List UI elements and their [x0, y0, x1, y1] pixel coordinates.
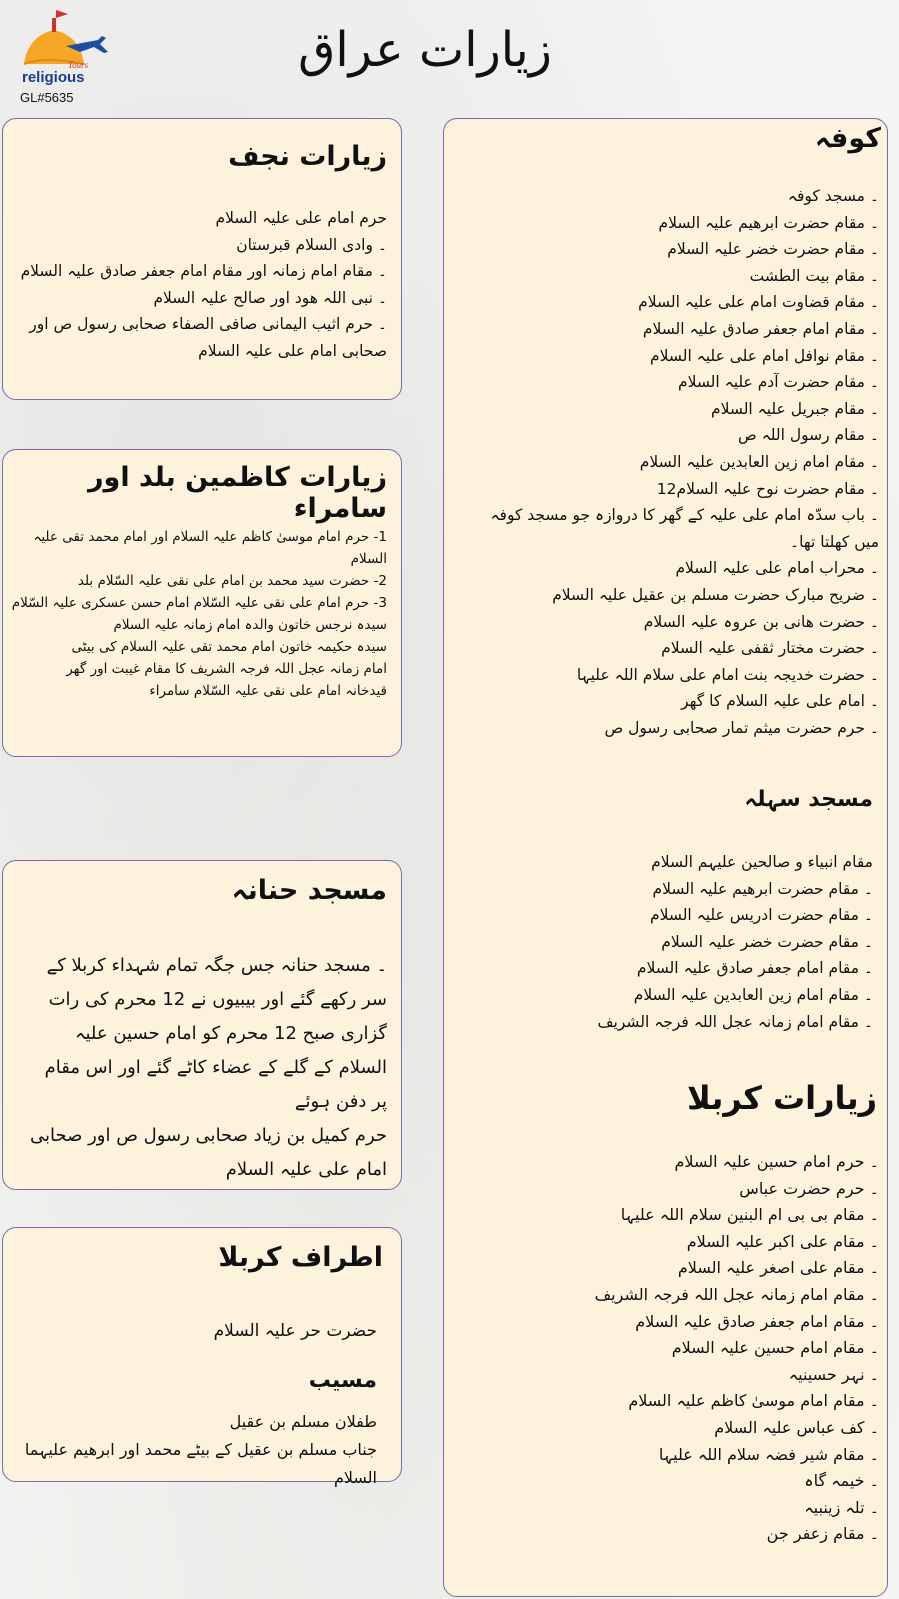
list-item: جناب مسلم بن عقیل کے بیٹے محمد اور ابرھیم علیہما السلام	[24, 1440, 377, 1487]
kufa-heading: کوفہ	[814, 123, 881, 154]
najaf-card	[2, 118, 402, 400]
list-item: ۔ مقام حضرت ابرھیم علیہ السلام	[652, 879, 873, 898]
kazmain-list	[11, 526, 387, 702]
list-item: ۔ مقام امام جعفر صادق علیہ السلام	[635, 1311, 879, 1331]
kufa-karbala-card	[443, 118, 888, 1597]
list-item: ۔ مقام حضرت نوح علیہ السلام12	[656, 479, 879, 498]
list-item: ۔ مقام حضرت خضر علیہ السلام	[667, 240, 879, 259]
kufa-list	[469, 183, 879, 741]
list-item: ۔ مقام بیت الطشت	[749, 266, 879, 285]
list-item: ۔ امام علی علیہ السلام کا گھر	[681, 692, 879, 711]
atraf-heading: اطراف کربلا	[218, 1242, 383, 1273]
musayyab-list	[17, 1408, 377, 1492]
hur-text: حضرت حر علیہ السلام	[213, 1321, 377, 1341]
list-item: 3- حرم امام علی نقی علیہ السّلام امام حسن عسکری علیہ السّلام	[11, 595, 387, 611]
list-item: ۔ مقام حضرت ابرھیم علیہ السلام	[658, 213, 879, 232]
list-item: ۔ حرم اثیب الیمانی صافی الصفاء صحابی رسول ص اور صحابی امام علی علیہ السلام	[29, 315, 387, 360]
logo-tours-text: Tours	[68, 60, 89, 70]
list-item: ۔ مقام امام حسین علیہ السلام	[671, 1338, 879, 1358]
list-item: ۔ ضریح مبارک حضرت مسلم بن عقیل علیہ السلام	[552, 585, 879, 604]
list-item: طفلان مسلم بن عقیل	[229, 1412, 377, 1431]
kazmain-card	[2, 449, 402, 757]
list-item: ۔ مقام رسول اللہ ص	[738, 426, 879, 445]
sahla-heading: مسجد سہلہ	[744, 787, 873, 812]
hanana-text	[27, 949, 387, 1187]
najaf-heading: زیارات نجف	[228, 141, 387, 172]
list-item: مقام انبیاء و صالحین علیہم السلام	[651, 853, 873, 871]
atraf-karbala-card	[2, 1227, 402, 1487]
list-item: ۔ حرم امام حسین علیہ السلام	[674, 1152, 879, 1171]
najaf-list	[20, 205, 387, 365]
list-item: ۔ مقام امام زین العابدین علیہ السلام	[639, 452, 879, 471]
karbala-heading: زیارات کربلا	[687, 1079, 877, 1117]
karbala-list	[469, 1149, 879, 1548]
list-item: ۔ مقام حضرت ادریس علیہ السلام	[650, 906, 873, 925]
list-item: سیدہ حکیمہ خاتون امام محمد تقی علیہ السلام کی بیٹی	[71, 639, 387, 655]
hanana-card	[2, 860, 402, 1190]
list-item: ۔ مقام حضرت خضر علیہ السلام	[661, 932, 873, 951]
list-item: ۔ مقام حضرت آدم علیہ السلام	[678, 373, 879, 392]
list-item: ۔ مقام قضاوت امام علی علیہ السلام	[638, 293, 879, 312]
list-item: ۔ مقام امام جعفر صادق علیہ السلام	[636, 959, 873, 978]
list-item: ۔ مقام بی بی ام البنین سلام اللہ علیہا	[620, 1205, 879, 1225]
list-item: ۔ نبی اللہ ھود اور صالح علیہ السلام	[153, 288, 387, 307]
list-item: ۔ تلہ زینبیہ	[804, 1497, 879, 1517]
list-item: ۔ مقام امام جعفر صادق علیہ السلام	[642, 319, 879, 338]
list-item: ۔ مقام امام زمانہ اور مقام امام جعفر صادق علیہ السلام	[20, 262, 387, 281]
list-item: ۔ حرم حضرت عباس	[739, 1178, 879, 1198]
dome-plane-logo-icon	[14, 6, 114, 76]
hanana-paragraph: حرم کمیل بن زیاد صحابی رسول ص اور صحابی امام علی علیہ السلام	[29, 1125, 387, 1180]
sahla-list	[463, 849, 873, 1035]
list-item: ۔ حرم حضرت میثم تمار صحابی رسول ص	[604, 718, 879, 737]
list-item: امام زمانہ عجل اللہ فرجہ الشریف کا مقام غیبت اور گھر	[66, 661, 387, 677]
logo-brand-text: religious	[22, 69, 85, 86]
brand-logo	[14, 6, 114, 106]
list-item: ۔ خیمہ گاہ	[804, 1471, 879, 1491]
hanana-heading: مسجد حنانہ	[231, 875, 387, 906]
list-item: ۔ مقام شیر فضہ سلام اللہ علیہا	[658, 1444, 879, 1464]
hanana-paragraph: ۔ مسجد حنانہ جس جگہ تمام شہداء کربلا کے سر رکھے گئے اور بیبیوں نے 12 محرم کی رات گزاری صبح 12 محرم کو امام حسین علیہ السلام کے گلے کے عضاء کاٹے گئے اور اس مقام پر دفن ہوئے	[44, 955, 387, 1112]
license-number: GL#5635	[20, 90, 74, 105]
list-item: سیدہ نرجس خاتون والدہ امام زمانہ علیہ السلام	[113, 617, 387, 633]
list-item: ۔ مقام نوافل امام علی علیہ السلام	[650, 346, 879, 365]
list-item: 2- حضرت سید محمد بن امام علی نقی علیہ السّلام بلد	[77, 573, 387, 589]
list-item: ۔ حضرت خدیجہ بنت امام علی سلام اللہ علیہا	[576, 665, 879, 684]
list-item: ۔ کف عباس علیہ السلام	[714, 1417, 879, 1437]
kazmain-heading: زیارات کاظمین بلد اور سامراء	[88, 462, 387, 524]
list-item: ۔ مقام امام زین العابدین علیہ السلام	[633, 985, 873, 1004]
musayyab-heading: مسیب	[308, 1368, 377, 1393]
list-item: حرم امام علی علیہ السلام	[215, 209, 387, 227]
list-item: ۔ مقام علی اصغر علیہ السلام	[677, 1258, 879, 1278]
list-item: ۔ حضرت ھانی بن عروہ علیہ السلام	[643, 612, 879, 631]
list-item: 1- حرم امام موسیٰ کاظم علیہ السلام اور امام محمد تقی علیہ السلام	[33, 529, 387, 567]
list-item: ۔ مسجد کوفہ	[787, 187, 879, 205]
list-item: ۔ مقام امام زمانہ عجل اللہ فرجہ الشریف	[594, 1284, 879, 1304]
list-item: ۔ نہر حسینیہ	[788, 1364, 879, 1384]
list-item: ۔ مقام علی اکبر علیہ السلام	[686, 1231, 879, 1251]
list-item: ۔ مقام امام زمانہ عجل اللہ فرجہ الشریف	[597, 1012, 873, 1031]
list-item: ۔ محراب امام علی علیہ السلام	[675, 559, 879, 578]
list-item: ۔ مقام زعفر جن	[766, 1524, 879, 1544]
list-item: قیدخانہ امام علی نقی علیہ السّلام سامراء	[149, 683, 387, 699]
list-item: ۔ باب سدّہ امام علی علیہ کے گھر کا دروازہ جو مسجد کوفہ میں کھلتا تھا۔	[490, 506, 879, 551]
list-item: ۔ مقام امام موسیٰ کاظم علیہ السلام	[628, 1391, 879, 1411]
list-item: ۔ حضرت مختار ثقفی علیہ السلام	[661, 639, 879, 658]
list-item: ۔ مقام جبریل علیہ السلام	[711, 399, 879, 418]
list-item: ۔ وادی السلام قبرستان	[236, 235, 387, 254]
page-title: زیارات عراق	[298, 22, 552, 78]
